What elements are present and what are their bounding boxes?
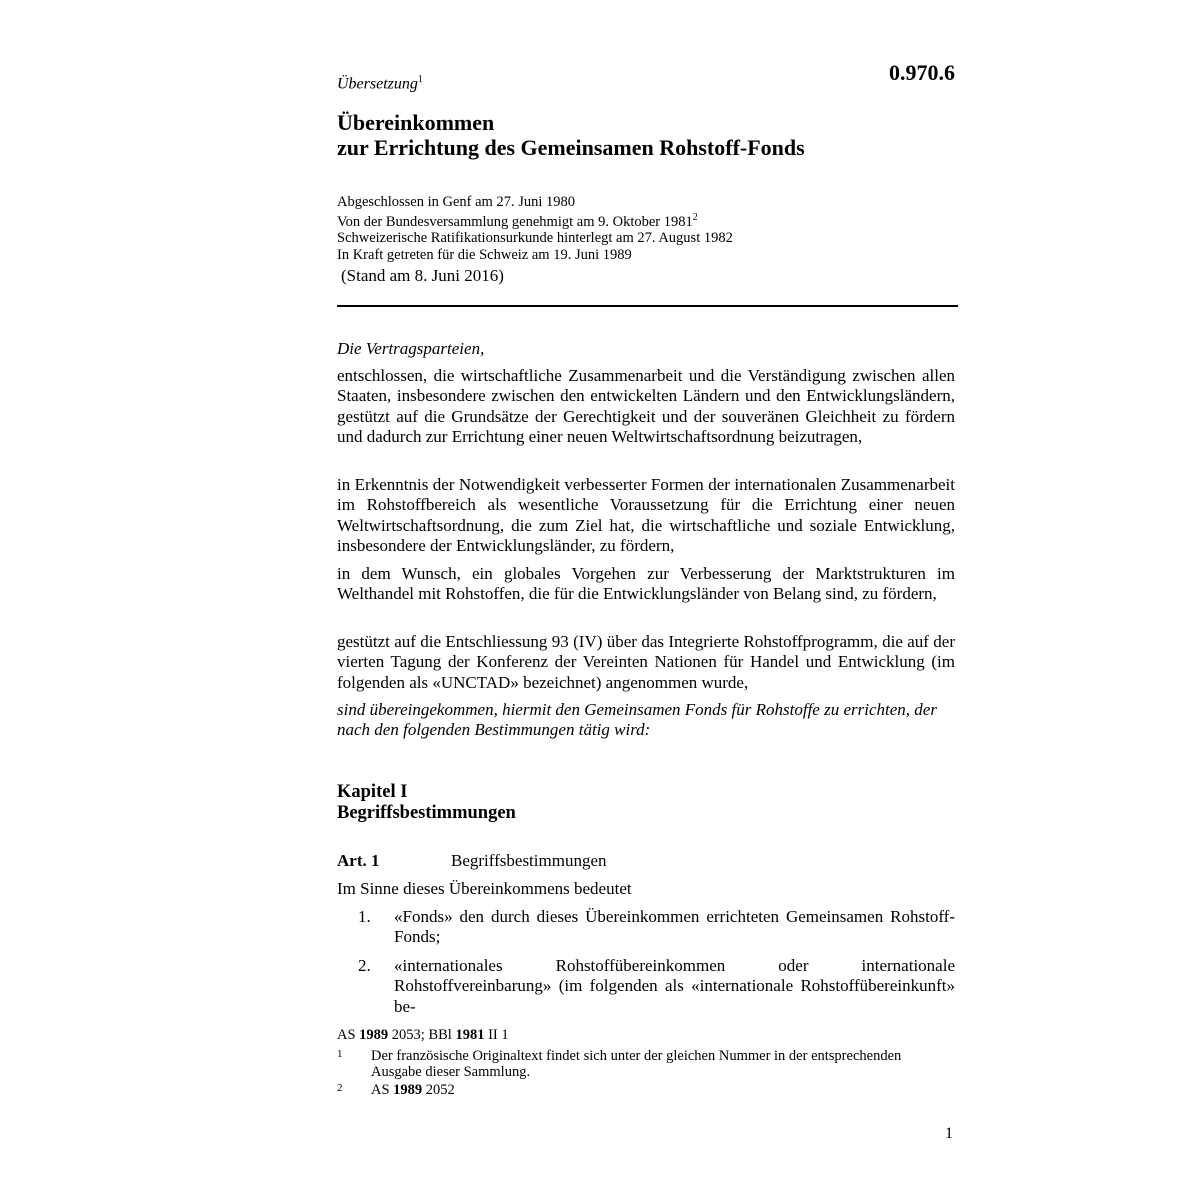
fn-as-page: 2052: [425, 1082, 455, 1098]
footnote-number: 1: [337, 1048, 343, 1060]
ratified-date: Schweizerische Ratifikationsurkunde hinterlegt am 27. August 1982: [337, 230, 733, 247]
list-item-text: «Fonds» den durch dieses Übereinkommen errichteten Gemeinsamen Rohstoff-Fonds;: [394, 907, 955, 947]
bbl-year: 1981: [455, 1027, 485, 1043]
fn-as-prefix: AS: [371, 1082, 390, 1098]
concluded-date: Abgeschlossen in Genf am 27. Juni 1980: [337, 194, 576, 210]
preamble-paragraph: in dem Wunsch, ein globales Vorgehen zur Verbesserung der Marktstrukturen im Welthandel mit Rohstoffen, die für die Entwicklungsländer von Belang sind, zu fördern,: [337, 564, 955, 604]
document-title: [337, 110, 805, 160]
preamble-parties: Die Vertragsparteien,: [337, 339, 485, 358]
footnote-text: [371, 1082, 945, 1098]
translation-text: Übersetzung: [337, 75, 418, 93]
footnote-ref-1[interactable]: 1: [417, 74, 423, 85]
list-item: [358, 956, 955, 1017]
article-heading: [337, 851, 607, 871]
footnote-text: Der französische Originaltext findet sich unter der gleichen Nummer in der entsprechenden Ausgabe dieser Sammlung.: [371, 1048, 902, 1081]
sr-number: 0.970.6: [889, 60, 955, 85]
as-prefix: AS: [337, 1027, 356, 1043]
approved-date: [337, 210, 733, 230]
footnote-2: [337, 1082, 945, 1098]
translation-label: [337, 74, 423, 93]
article-number: Art. 1: [337, 851, 380, 870]
page-number: 1: [945, 1125, 953, 1142]
list-item-number: 2.: [358, 956, 371, 975]
footnote-number: 2: [337, 1082, 343, 1094]
preamble-paragraph: gestützt auf die Entschliessung 93 (IV) über das Integrierte Rohstoffprogramm, die auf der vierten Tagung der Konferenz der Vereinten Nationen für Handel und Entwicklung (im folgenden als «UNCTAD» bezeichnet) angenommen wurde,: [337, 632, 955, 692]
chapter-title: Begriffsbestimmungen: [337, 803, 516, 823]
list-item: [358, 907, 955, 948]
chapter-number: Kapitel I: [337, 782, 408, 802]
status-date: (Stand am 8. Juni 2016): [341, 266, 504, 285]
bbl-ref: II 1: [488, 1027, 509, 1043]
as-page: 2053; BBl: [391, 1027, 452, 1043]
article-intro: Im Sinne dieses Übereinkommens bedeutet: [337, 879, 632, 898]
header-divider: [337, 305, 958, 307]
title-line-1: Übereinkommen: [337, 110, 495, 135]
publication-reference: [337, 1027, 509, 1044]
article-title: Begriffsbestimmungen: [451, 851, 607, 870]
footnote-ref-2[interactable]: 2: [692, 212, 698, 224]
list-item-text: «internationales Rohstoffübereinkommen oder internationale Rohstoffvereinbarung» (im folgenden als «internationale Rohstoffübereinkunft» be-: [394, 956, 955, 1016]
chapter-heading: [337, 782, 516, 824]
preamble-paragraph: in Erkenntnis der Notwendigkeit verbesserter Formen der internationalen Zusammenarbeit im Rohstoffbereich als wesentliche Voraussetzung für die Errichtung einer neuen Weltwirtschaftsordnung, die zum Ziel hat, die wirtschaftliche und soziale Entwicklung, insbesondere der Entwicklungsländer, zu fördern,: [337, 475, 955, 555]
footnote-1: [337, 1048, 945, 1081]
title-line-2: zur Errichtung des Gemeinsamen Rohstoff-Fonds: [337, 135, 805, 160]
preamble-conclusion: sind übereingekommen, hiermit den Gemeinsamen Fonds für Rohstoffe zu errichten, der nach den folgenden Bestimmungen tätig wird:: [337, 700, 937, 740]
date-block: [337, 194, 733, 263]
fn-as-year: 1989: [393, 1082, 423, 1098]
list-item-number: 1.: [358, 907, 371, 926]
as-year: 1989: [359, 1027, 389, 1043]
preamble-paragraph: entschlossen, die wirtschaftliche Zusammenarbeit und die Verständigung zwischen allen Staaten, insbesondere zwischen den entwickelten Ländern und den Entwicklungsländern, gestützt auf die Grundsätze der Gerechtigkeit und der souveränen Gleichheit zu fördern und dadurch zur Errichtung einer neuen Weltwirtschaftsordnung beizutragen,: [337, 366, 955, 446]
approved-text: Von der Bundesversammlung genehmigt am 9. Oktober 1981: [337, 214, 693, 231]
in-force-date: In Kraft getreten für die Schweiz am 19. Juni 1989: [337, 246, 632, 263]
